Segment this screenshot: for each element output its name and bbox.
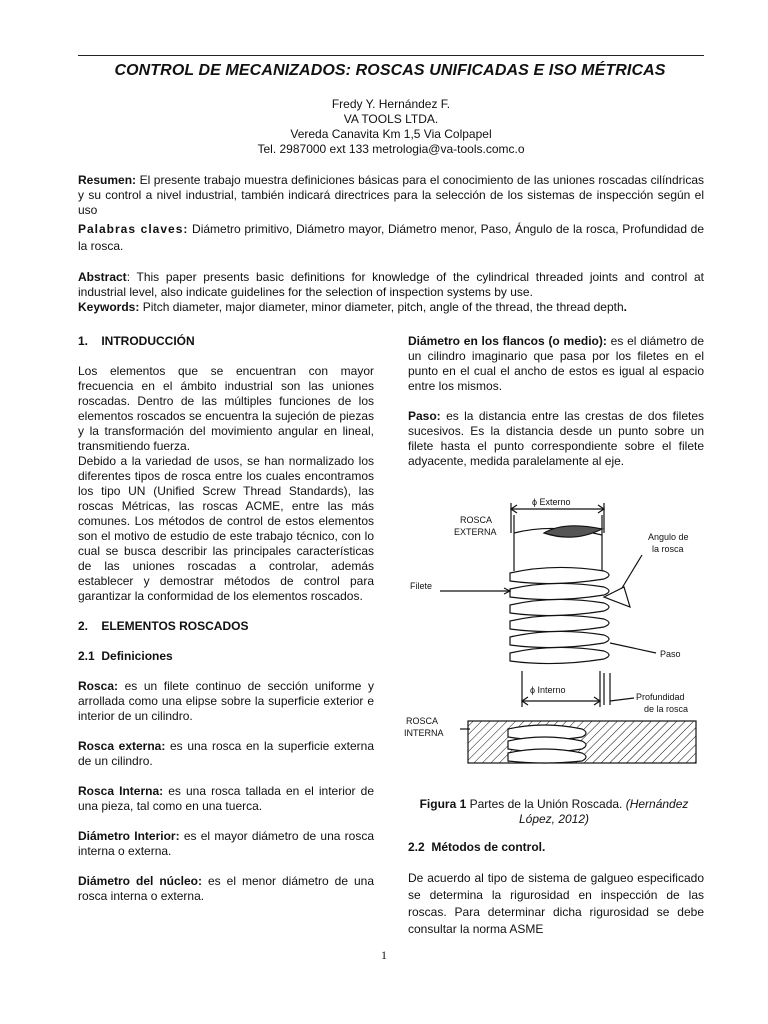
def-rosca-interna (78, 784, 374, 814)
label-profundidad-1: Profundidad (636, 692, 685, 702)
def-term: Paso: (408, 409, 441, 423)
palabras-block (78, 221, 704, 255)
def-text: es el diámetro de un cilindro imaginario que pasa por los filetes en el punto en el cual el ancho de estos es igual al espacio entre los mismos. (408, 334, 704, 393)
def-text: es la distancia entre las crestas de dos filetes sucesivos. Es la distancia desde un punto sobre un filete hasta el punto correspondiente sobre el filete adyacente, medida paralelamente al eje. (408, 409, 704, 468)
internal-threads (508, 725, 586, 763)
keywords-block (78, 300, 704, 315)
section-2-2-heading: 2.2 Métodos de control. (408, 840, 546, 854)
def-text: es el mayor diámetro de una rosca interna o externa. (78, 829, 375, 858)
def-text: es una rosca tallada en el interior de una pieza, tal como en una tuerca. (78, 784, 374, 813)
paper-title: CONTROL DE MECANIZADOS: ROSCAS UNIFICADAS E ISO MÉTRICAS (114, 62, 666, 79)
label-rosca-externa-2: EXTERNA (454, 527, 497, 537)
caption-text: Partes de la Unión Roscada. (466, 797, 626, 811)
def-text: es el menor diámetro de una rosca interna o externa. (78, 874, 375, 903)
def-term: Diámetro Interior: (78, 829, 180, 843)
author-name: Fredy Y. Hernández F. (331, 97, 451, 111)
label-rosca-interna-1: ROSCA (406, 716, 439, 726)
abstract-label: Abstract (78, 270, 127, 284)
def-term: Rosca: (78, 679, 119, 693)
label-rosca-interna-2: INTERNA (404, 728, 444, 738)
keywords-end: . (623, 300, 627, 314)
label-interno: ϕ Interno (530, 685, 566, 695)
figure-caption (404, 797, 704, 827)
def-diametro-interior (78, 829, 374, 859)
angle-vee (604, 587, 630, 607)
label-angulo-2: la rosca (652, 544, 684, 554)
def-diametro-flancos (408, 334, 704, 394)
def-term: Diámetro en los flancos (o medio): (408, 334, 607, 348)
def-text: es una rosca en la superficie externa de un cilindro. (78, 739, 374, 768)
label-angulo-1: Angulo de (648, 532, 689, 542)
external-threads (510, 567, 609, 663)
def-rosca (78, 679, 374, 724)
top-rule (78, 55, 704, 56)
caption-label: Figura 1 (419, 797, 467, 811)
right-column-bottom (408, 840, 704, 938)
intro-paragraph-2: Debido a la variedad de usos, se han normalizado los diferentes tipos de rosca entre los cuales encontramos los tipo UN (Unified Screw Thread Standards), las roscas Métricas, las roscas ACME, entre las más comunes. Los métodos de control de estos elementos son el motivo de estudio de este trabajo técnico, con lo cual se busca describir las principales características de las uniones roscadas a controlar, además establecer y demostrar métodos de control para garantizar la conformidad de los elementos roscados. (78, 454, 374, 603)
section-2-heading: 2. ELEMENTOS ROSCADOS (78, 619, 249, 633)
caption-ref: (Hernández López, 2012) (518, 797, 689, 826)
right-column-top (408, 334, 704, 469)
author-contact: Tel. 2987000 ext 133 metrologia@va-tools.comc.o (257, 142, 525, 156)
def-text: es un filete continuo de sección uniforme y arrollada como una elipse sobre la superficie exterior e interior de un cilindro. (78, 679, 374, 723)
palabras-label: Palabras claves: (78, 222, 189, 236)
thread-diagram (404, 493, 704, 765)
section-2-1-heading: 2.1 Definiciones (78, 649, 173, 663)
keywords-text: Pitch diameter, major diameter, minor diameter, pitch, angle of the thread, the thread depth (139, 300, 624, 314)
resumen-block (78, 173, 704, 218)
label-rosca-externa-1: ROSCA (460, 515, 493, 525)
keywords-label: Keywords: (78, 300, 140, 314)
resumen-label: Resumen: (78, 173, 137, 187)
resumen-text: El presente trabajo muestra definiciones básicas para el conocimiento de las uniones roscadas cilíndricas y su control a nivel industrial, también indicará directrices para la selección de los sistemas de inspección según el uso (78, 173, 704, 217)
def-term: Diámetro del núcleo: (78, 874, 202, 888)
def-diametro-nucleo (78, 874, 374, 904)
intro-paragraph-1: Los elementos que se encuentran con mayor frecuencia en el ámbito industrial son las uniones roscadas. Dentro de las múltiples funciones de los elementos roscados se encuentra la sujeción de piezas y la transformación del movimiento angular en lineal, transmitiendo fuerza. (78, 364, 374, 453)
label-externo: ϕ Externo (532, 497, 571, 507)
label-profundidad-2: de la rosca (644, 704, 689, 714)
section-2-2-text: De acuerdo al tipo de sistema de galgueo especificado se determina la rigurosidad en inspección de las roscas. Para determinar dicha rigurosidad se debe consultar la norma ASME (408, 871, 704, 936)
label-filete: Filete (410, 581, 433, 591)
def-paso (408, 409, 704, 469)
left-column (78, 334, 374, 904)
def-term: Rosca externa: (78, 739, 166, 753)
author-block (78, 97, 704, 157)
author-company: VA TOOLS LTDA. (343, 112, 439, 126)
label-paso: Paso (660, 649, 681, 659)
section-1-heading: 1. INTRODUCCIÓN (78, 334, 195, 348)
def-term: Rosca Interna: (78, 784, 164, 798)
author-address: Vereda Canavita Km 1,5 Via Colpapel (290, 127, 492, 141)
abstract-block (78, 270, 704, 300)
abstract-text: : This paper presents basic definitions for knowledge of the cylindrical threaded joints and control at industrial level, also indicate guidelines for the selection of inspection systems by use. (78, 270, 704, 299)
palabras-text: Diámetro primitivo, Diámetro mayor, Diámetro menor, Paso, Ángulo de la rosca, Profundidad de la rosca. (78, 222, 704, 253)
def-rosca-externa (78, 739, 374, 769)
page-number: 1 (381, 948, 387, 962)
